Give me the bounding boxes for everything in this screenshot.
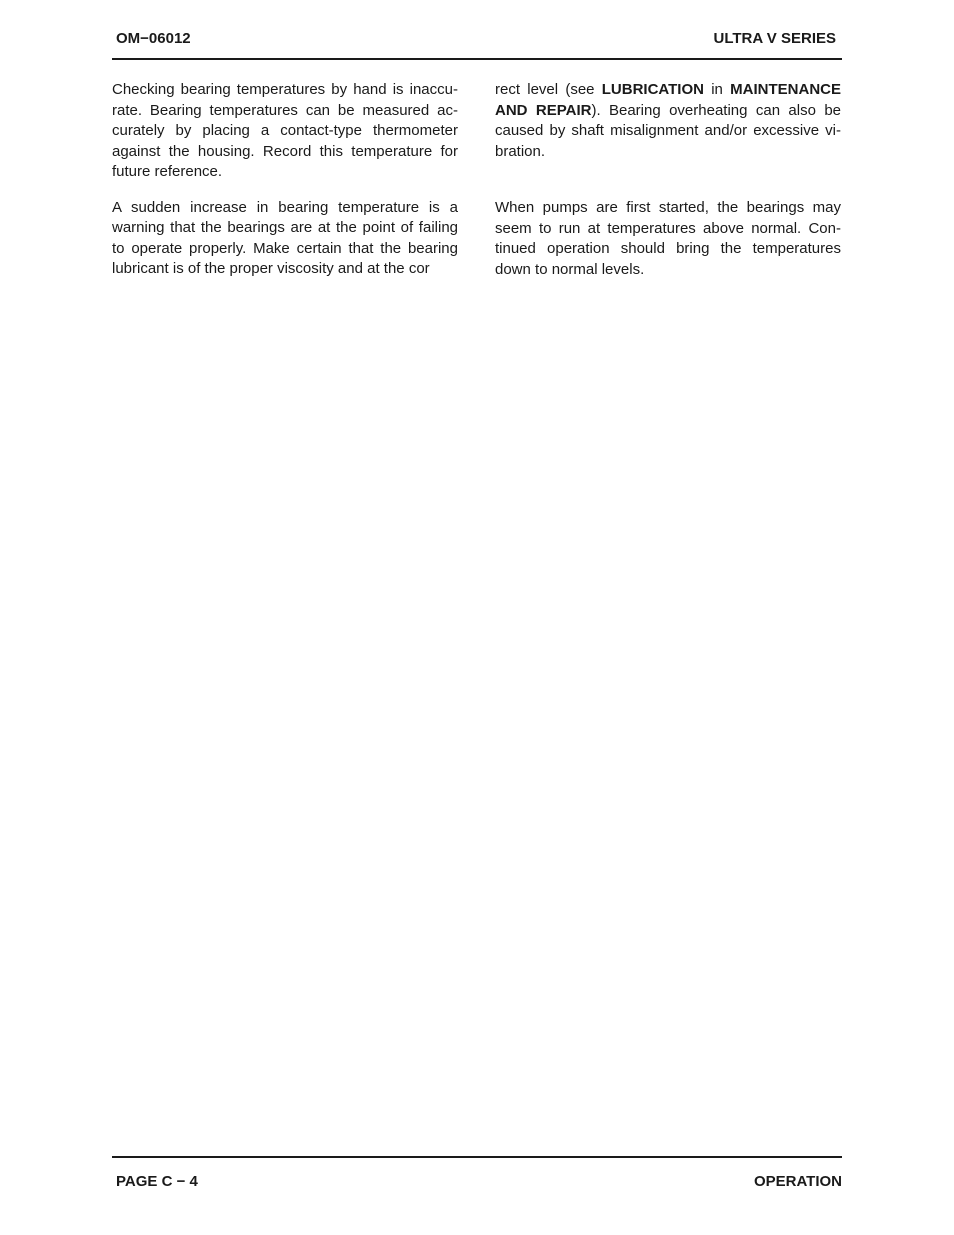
series-title: ULTRA V SERIES <box>713 30 836 47</box>
text-segment: ). Bearing overheating can also be caused by shaft misalignment and/or excessive vibration. <box>495 101 841 160</box>
paragraph-startup-temperatures: When pumps are first started, the bearings may seem to run at temperatures above normal. Continued operation should bring the temperatures down to normal levels. <box>495 199 841 278</box>
left-column <box>112 80 458 295</box>
section-name: OPERATION <box>753 1173 842 1190</box>
maintenance-reference: MAINTENANCE AND REPAIR <box>495 81 841 119</box>
page-number: PAGE C − 4 <box>116 1173 198 1190</box>
text-segment: rect level (see <box>495 81 602 98</box>
footer-rule <box>112 1156 842 1158</box>
document-id: OM−06012 <box>116 30 191 47</box>
right-column <box>495 80 841 295</box>
header-rule <box>112 58 842 60</box>
paragraph-bearing-check: Checking bearing temperatures by hand is inaccurate. Bearing temperatures can be measured accurately by placing a contact-type thermometer against the housing. Record this temperature for future reference. <box>112 81 458 180</box>
paragraph-temperature-increase: A sudden increase in bearing temperature is a warning that the bearings are at the point of failing to operate properly. Make certain that the bearing lubricant is of the proper viscosity and at the cor <box>112 198 458 277</box>
text-segment: in <box>703 81 731 98</box>
lubrication-reference: LUBRICATION <box>601 81 704 98</box>
paragraph-lubrication-reference <box>495 80 841 162</box>
